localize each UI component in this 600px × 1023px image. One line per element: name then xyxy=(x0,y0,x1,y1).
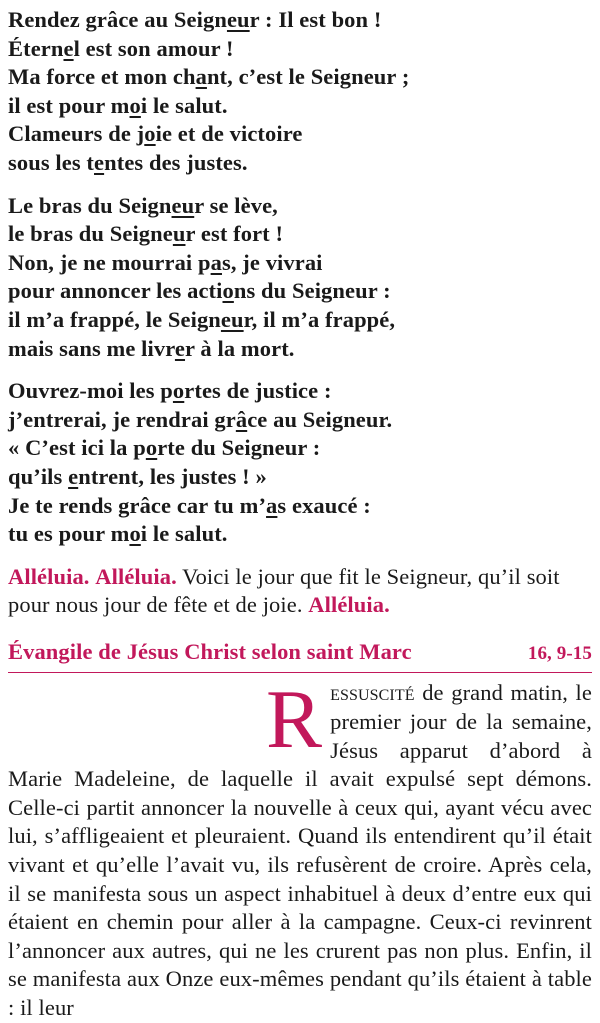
psalm-line-text: Non, je ne mourrai p xyxy=(8,249,211,275)
psalm-line-text: Je te rends grâce car tu m’ xyxy=(8,492,267,518)
psalm-line-text: i le salut. xyxy=(140,521,228,547)
accent-syllable: e xyxy=(174,335,186,361)
psalm-line-text: i le salut. xyxy=(140,92,228,118)
psalm-line xyxy=(8,463,592,492)
psalm-line-text: Ma force et mon ch xyxy=(8,64,196,90)
psalm-line-text: Le bras du Seign xyxy=(8,192,172,218)
accent-syllable: o xyxy=(144,121,156,147)
psalm-line-text: mais sans me livr xyxy=(8,335,175,361)
psalm-line-text: Rendez grâce au Seign xyxy=(8,7,227,32)
psalm-line-text: rte du Seigneur : xyxy=(157,435,321,461)
accent-syllable: â xyxy=(235,406,248,432)
psalm-line-text: Ouvrez-moi les p xyxy=(8,378,173,404)
psalm-line xyxy=(8,520,592,549)
gospel-opening-smallcaps: essuscité xyxy=(330,680,415,706)
accent-syllable: eu xyxy=(171,192,195,218)
psalm-line xyxy=(8,249,592,278)
alleluia-word: Alléluia. xyxy=(95,563,177,589)
psalm-line-text: Étern xyxy=(8,35,64,61)
accent-syllable: u xyxy=(172,221,186,247)
psalm-line-text: j’entrerai, je rendrai gr xyxy=(8,406,236,432)
drop-cap: R xyxy=(266,673,323,767)
psalm-line xyxy=(8,120,592,149)
psalm-line-text: Clameurs de j xyxy=(8,121,145,147)
accent-syllable: o xyxy=(172,378,185,404)
psalm-line xyxy=(8,335,592,364)
psalm-line xyxy=(8,192,592,221)
psalm-line-text: r, il m’a frappé, xyxy=(243,306,396,332)
psalm-line xyxy=(8,63,592,92)
accent-syllable: o xyxy=(129,521,141,547)
psalm-line xyxy=(8,434,592,463)
accent-syllable: eu xyxy=(220,306,244,332)
accent-syllable: o xyxy=(222,278,234,304)
gospel-body xyxy=(8,673,592,1022)
accent-syllable: a xyxy=(210,249,222,275)
gospel-text: de grand matin, le premier jour de la semaine, Jésus apparut d’abord à Marie Madeleine, de laquelle il avait expulsé sept démons. Celle-ci partit annoncer la nouvelle à ceux qui, ayant vécu avec lui, s’affligeaient et pleuraient. Quand ils entendirent qu’il était vivant et qu’elle l’avait vu, ils refusèrent de croire. Après cela, il se manifesta sous un aspect inhabituel à deux d’entre eux qui étaient en chemin pour aller à la campagne. Ceux-ci revinrent l’annoncer aux autres, qui ne les crurent pas non plus. Enfin, il se manifesta aux Onze eux-mêmes pendant qu’ils étaient à table : il leur xyxy=(8,680,592,1020)
psalm-line xyxy=(8,306,592,335)
accent-syllable: o xyxy=(145,435,158,461)
psalm-line-text: ie et de victoire xyxy=(155,121,303,147)
gospel-title: Évangile de Jésus Christ selon saint Marc xyxy=(8,638,412,664)
gospel-heading xyxy=(8,638,592,674)
psalm-line-text: nt, c’est le Seigneur ; xyxy=(206,64,410,90)
psalm-line-text: s exaucé : xyxy=(277,492,371,518)
psalm-line-text: il est pour m xyxy=(8,92,130,118)
alleluia-word: Alléluia. xyxy=(308,592,390,618)
psalm-line-text: l est son amour ! xyxy=(73,35,234,61)
psalm-line-text: il m’a frappé, le Seign xyxy=(8,306,221,332)
accent-syllable: a xyxy=(266,492,278,518)
psalm-line xyxy=(8,6,592,35)
psalm-line-text: pour annoncer les acti xyxy=(8,278,223,304)
psalm-line-text: qu’ils xyxy=(8,463,69,489)
refrain-text: Voici le jour que fit le Seigneur, qu’il soit pour nous jour de fête et de joie. xyxy=(8,563,560,618)
psalm-line xyxy=(8,92,592,121)
psalm-line-text: r est fort ! xyxy=(185,221,284,247)
psalm-line-text: ntrent, les justes ! » xyxy=(78,463,267,489)
alleluia-refrain xyxy=(8,563,592,620)
psalm-line-text: le bras du Seigne xyxy=(8,221,173,247)
accent-syllable: o xyxy=(129,92,141,118)
psalm-stanza-3 xyxy=(8,377,592,549)
psalm-line-text: ns du Seigneur : xyxy=(233,278,391,304)
accent-syllable: e xyxy=(94,149,105,175)
psalm-line-text: sous les t xyxy=(8,149,95,175)
gospel-reference: 16, 9-15 xyxy=(527,642,592,664)
accent-syllable: eu xyxy=(226,7,250,32)
psalm-line xyxy=(8,277,592,306)
psalm-line-text: « C’est ici la p xyxy=(8,435,146,461)
psalm-stanza-1 xyxy=(8,6,592,178)
psalm-line-text: ntes des justes. xyxy=(104,149,248,175)
accent-syllable: e xyxy=(63,35,74,61)
accent-syllable: e xyxy=(68,463,79,489)
psalm-line-text: rtes de justice : xyxy=(184,378,332,404)
psalm-line xyxy=(8,492,592,521)
psalm-line xyxy=(8,35,592,64)
psalm-line-text: tu es pour m xyxy=(8,521,130,547)
alleluia-word: Alléluia. xyxy=(8,563,90,589)
psalm-stanza-2 xyxy=(8,192,592,364)
psalm-line xyxy=(8,149,592,178)
accent-syllable: a xyxy=(195,64,207,90)
psalm-line-text: r à la mort. xyxy=(185,335,295,361)
psalm-line-text: ce au Seigneur. xyxy=(247,406,393,432)
psalm-line-text: r : Il est bon ! xyxy=(249,7,382,32)
psalm-line xyxy=(8,220,592,249)
psalm-line xyxy=(8,377,592,406)
psalm-line-text: s, je vivrai xyxy=(221,249,323,275)
psalm-line xyxy=(8,406,592,435)
psalm-line-text: r se lève, xyxy=(194,192,278,218)
